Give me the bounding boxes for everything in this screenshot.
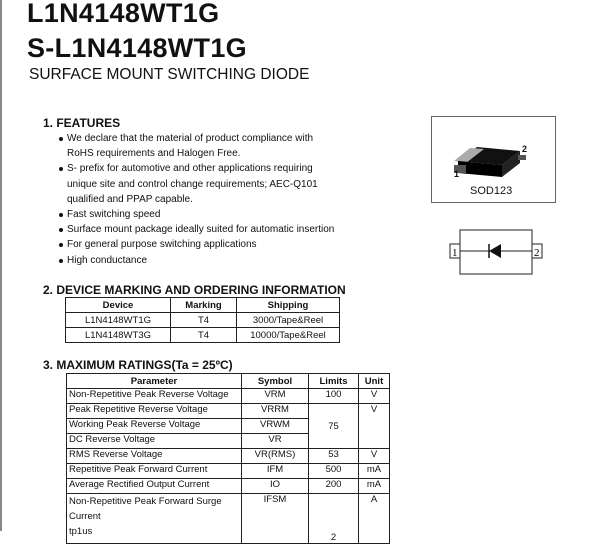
cell: Average Rectified Output Current (67, 479, 242, 494)
cell: T4 (171, 313, 237, 328)
cell: Repetitive Peak Forward Current (67, 464, 242, 479)
col-device: Device (66, 298, 171, 313)
cell: 100 (309, 389, 359, 404)
table-row (67, 404, 390, 419)
col-unit: Unit (359, 374, 390, 389)
cell: VRM (242, 389, 309, 404)
features-heading: 1. FEATURES (43, 116, 121, 130)
diode-symbol-icon (446, 228, 546, 278)
feature-item-cont: unique site and control change requirements; AEC-Q101 (67, 178, 318, 190)
svg-text:2: 2 (534, 247, 540, 259)
col-marking: Marking (171, 298, 237, 313)
col-shipping: Shipping (237, 298, 340, 313)
cell: VRWM (242, 419, 309, 434)
cell: A (359, 494, 390, 544)
param-line: Current (69, 511, 101, 522)
cell: 53 (309, 449, 359, 464)
cell: mA (359, 479, 390, 494)
cell: 500 (309, 464, 359, 479)
package-name: SOD123 (470, 185, 513, 197)
param-line: Non-Repetitive Peak Forward Surge (69, 496, 222, 507)
param-line: tp1us (69, 526, 93, 537)
cell: VR(RMS) (242, 449, 309, 464)
cell: DC Reverse Voltage (67, 434, 242, 449)
cell: IFM (242, 464, 309, 479)
ordering-heading: 2. DEVICE MARKING AND ORDERING INFORMATION (43, 283, 346, 297)
feature-item-cont: qualified and PPAP capable. (67, 193, 193, 205)
table-row (67, 449, 390, 464)
feature-item: S- prefix for automotive and other applications requiring (58, 161, 334, 176)
col-limits: Limits (309, 374, 359, 389)
cell: 2 (309, 494, 359, 544)
col-parameter: Parameter (67, 374, 242, 389)
cell: T4 (171, 328, 237, 343)
page-edge (0, 0, 2, 531)
col-symbol: Symbol (242, 374, 309, 389)
table-row (67, 494, 390, 544)
svg-text:1: 1 (452, 247, 458, 259)
pin2-label: 2 (522, 144, 528, 154)
cell: VR (242, 434, 309, 449)
cell: RMS Reverse Voltage (67, 449, 242, 464)
cell: IFSM (242, 494, 309, 544)
cell: IO (242, 479, 309, 494)
package-image (431, 116, 556, 203)
cell: Non-Repetitive Peak Reverse Voltage (67, 389, 242, 404)
table-row (67, 479, 390, 494)
cell: mA (359, 464, 390, 479)
title-part-number-s: S-L1N4148WT1G (27, 33, 247, 63)
table-row (66, 313, 340, 328)
ratings-table (66, 373, 390, 544)
cell: 3000/Tape&Reel (237, 313, 340, 328)
feature-item: High conductance (58, 253, 334, 268)
ratings-heading: 3. MAXIMUM RATINGS(Ta = 25ºC) (43, 358, 233, 372)
cell: V (359, 389, 390, 404)
cell: 75 (309, 404, 359, 449)
features-list (58, 131, 334, 268)
feature-item-cont: RoHS requirements and Halogen Free. (67, 148, 241, 160)
cell: L1N4148WT1G (66, 313, 171, 328)
feature-item: Surface mount package ideally suited for automatic insertion (58, 222, 334, 237)
title-part-number: L1N4148WT1G (27, 0, 220, 28)
cell: L1N4148WT3G (66, 328, 171, 343)
cell: Working Peak Reverse Voltage (67, 419, 242, 434)
feature-item: For general purpose switching applications (58, 237, 334, 252)
feature-item: We declare that the material of product compliance with (58, 131, 334, 146)
feature-item: Fast switching speed (58, 207, 334, 222)
table-row (67, 464, 390, 479)
cell: VRRM (242, 404, 309, 419)
pin1-label: 1 (454, 169, 460, 179)
ordering-table (65, 297, 340, 343)
cell (67, 494, 242, 544)
table-row (66, 328, 340, 343)
cell: V (359, 449, 390, 464)
cell: Peak Repetitive Reverse Voltage (67, 404, 242, 419)
cell: 10000/Tape&Reel (237, 328, 340, 343)
subtitle: SURFACE MOUNT SWITCHING DIODE (29, 66, 310, 83)
cell: V (359, 404, 390, 449)
cell: 200 (309, 479, 359, 494)
table-row (67, 389, 390, 404)
